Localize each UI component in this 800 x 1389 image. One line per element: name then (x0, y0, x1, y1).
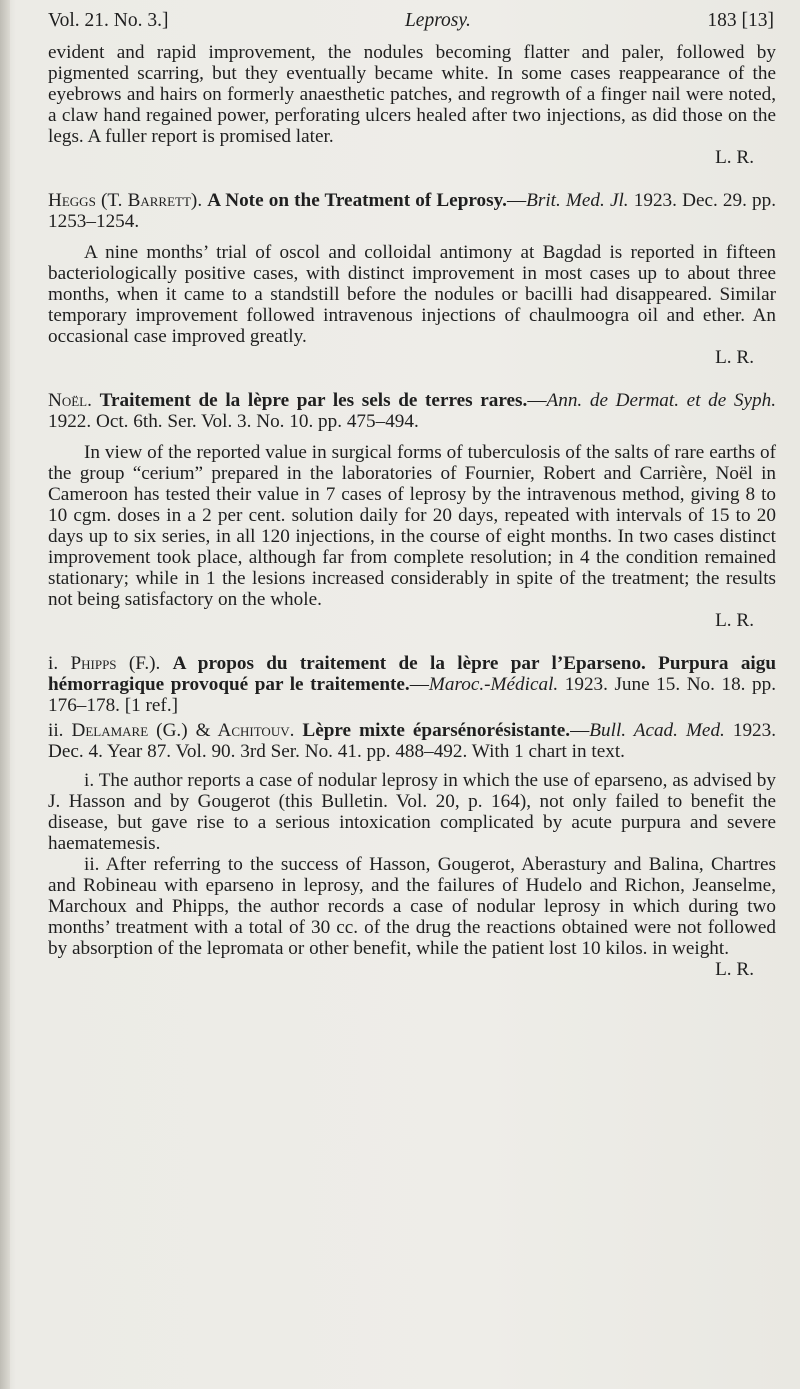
citation-source: Brit. Med. Jl. (526, 190, 629, 211)
reviewer-initials: L. R. (715, 610, 754, 631)
reviewer-initials: L. R. (715, 959, 754, 980)
citation-title: Lèpre mixte éparsénorésistante. (302, 720, 571, 741)
citation-noel: Noël. Traitement de la lèpre par les sels de terres rares.—Ann. de Dermat. et de Syph. 1922. Oct. 6th. Ser. Vol. 3. No. 10. pp. 475–494. (48, 390, 777, 432)
citation-details: 1922. Oct. 6th. Ser. Vol. 3. No. 10. pp. 475–494. (48, 411, 419, 432)
citation-title: A Note on the Treatment of Leprosy. (207, 190, 507, 211)
abstract-body-ii: ii. After referring to the success of Hasson, Gougerot, Aberastury and Balina, Chartres and Robineau with eparseno in leprosy, and the failures of Hudelo and Richon, Jeanselme, Marchoux and Phipps, the author records a case of nodular leprosy in which during two months’ treatment with a total of 30 cc. of the drug the reactions obtained were not followed by absorption of the lepromata or other benefit, while the patient lost 10 kilos. in weight. (48, 854, 776, 959)
page-spine-shadow (0, 0, 10, 1389)
citation-author: Phipps (F.). (70, 653, 161, 674)
page-content (48, 10, 776, 980)
running-header (48, 10, 776, 31)
citation-heggs: Heggs (T. Barrett). A Note on the Treatment of Leprosy.—Brit. Med. Jl. 1923. Dec. 29. pp. 1253–1254. (48, 190, 777, 232)
citation-delamare: ii. Delamare (G.) & Achitouv. Lèpre mixte éparsénorésistante.—Bull. Acad. Med. 1923. Dec. 4. Year 87. Vol. 90. 3rd Ser. No. 41. pp. 488–492. With 1 chart in text. (48, 720, 777, 762)
citation-source: Maroc.-Médical. (428, 674, 559, 695)
citation-phipps: i. Phipps (F.). A propos du traitement de la lèpre par l’Eparseno. Purpura aigu hémorragique provoqué par le traitemente.—Maroc.-Médical. 1923. June 15. No. 18. pp. 176–178. [1 ref.] (48, 653, 777, 716)
abstract-body: In view of the reported value in surgical forms of tuberculosis of the salts of rare earths of the group “cerium” prepared in the laboratories of Fournier, Robert and Carrière, Noël in Cameroon has tested their value in 7 cases of leprosy by the intravenous method, giving 8 to 10 cgm. doses in a 2 per cent. solution daily for 20 days, repeated with intervals of 15 to 20 days up to six series, in all 120 injections, in the course of eight months. In two cases distinct improvement took place, although far from complete resolution; in 4 the condition remained stationary; while in 1 the lesions increased considerably in spite of the treatment; the results not being satisfactory on the whole. (48, 442, 776, 610)
abstract-body: A nine months’ trial of oscol and colloidal antimony at Bagdad is reported in fifteen bacteriologically positive cases, with distinct improvement in most cases up to about three months, when it came to a standstill before the nodules or bacilli had disappeared. Similar temporary improvement followed intravenous injections of chaulmoogra oil and ether. An occasional case improved greatly. (48, 242, 776, 347)
citation-author: Delamare (G.) & Achitouv. (71, 720, 295, 741)
citation-source: Bull. Acad. Med. (589, 720, 725, 741)
header-volume: Vol. 21. No. 3.] (48, 10, 169, 31)
abstract-body-i: i. The author reports a case of nodular leprosy in which the use of eparseno, as advised by J. Hasson and by Gougerot (this Bulletin. Vol. 20, p. 164), not only failed to benefit the disease, but gave rise to a serious intoxication complicated by acute purpura and severe haematemesis. (48, 770, 776, 854)
reviewer-initials: L. R. (715, 147, 754, 168)
citation-number: ii. (48, 720, 64, 741)
citation-number: i. (48, 653, 59, 674)
header-page-number: 183 [13] (707, 10, 774, 31)
citation-source: Ann. de Dermat. et de Syph. (546, 390, 777, 411)
citation-title: A propos du traitement de la lèpre par l’Eparseno. Purpura aigu hémorragique provoqué par le traitemente. (48, 653, 777, 695)
citation-author: Heggs (T. Barrett). (48, 190, 203, 211)
citation-details: 1923. June 15. No. 18. pp. 176–178. [1 ref.] (48, 674, 777, 716)
citation-details: 1923. Dec. 4. Year 87. Vol. 90. 3rd Ser. No. 41. pp. 488–492. With 1 chart in text. (48, 720, 777, 762)
citation-author: Noël. (48, 390, 92, 411)
paragraph-continued: evident and rapid improvement, the nodules becoming flatter and paler, followed by pigmented scarring, but they eventually became white. In some cases reappearance of the eyebrows and hairs on formerly anaesthetic patches, and regrowth of a finger nail were noted, a claw hand regained power, perforating ulcers healed after two injections, as did those on the legs. A fuller report is promised later. (48, 42, 776, 147)
citation-details: 1923. Dec. 29. pp. 1253–1254. (48, 190, 777, 232)
citation-title: Traitement de la lèpre par les sels de terres rares. (99, 390, 528, 411)
header-title: Leprosy. (404, 10, 471, 31)
reviewer-initials: L. R. (715, 347, 754, 368)
